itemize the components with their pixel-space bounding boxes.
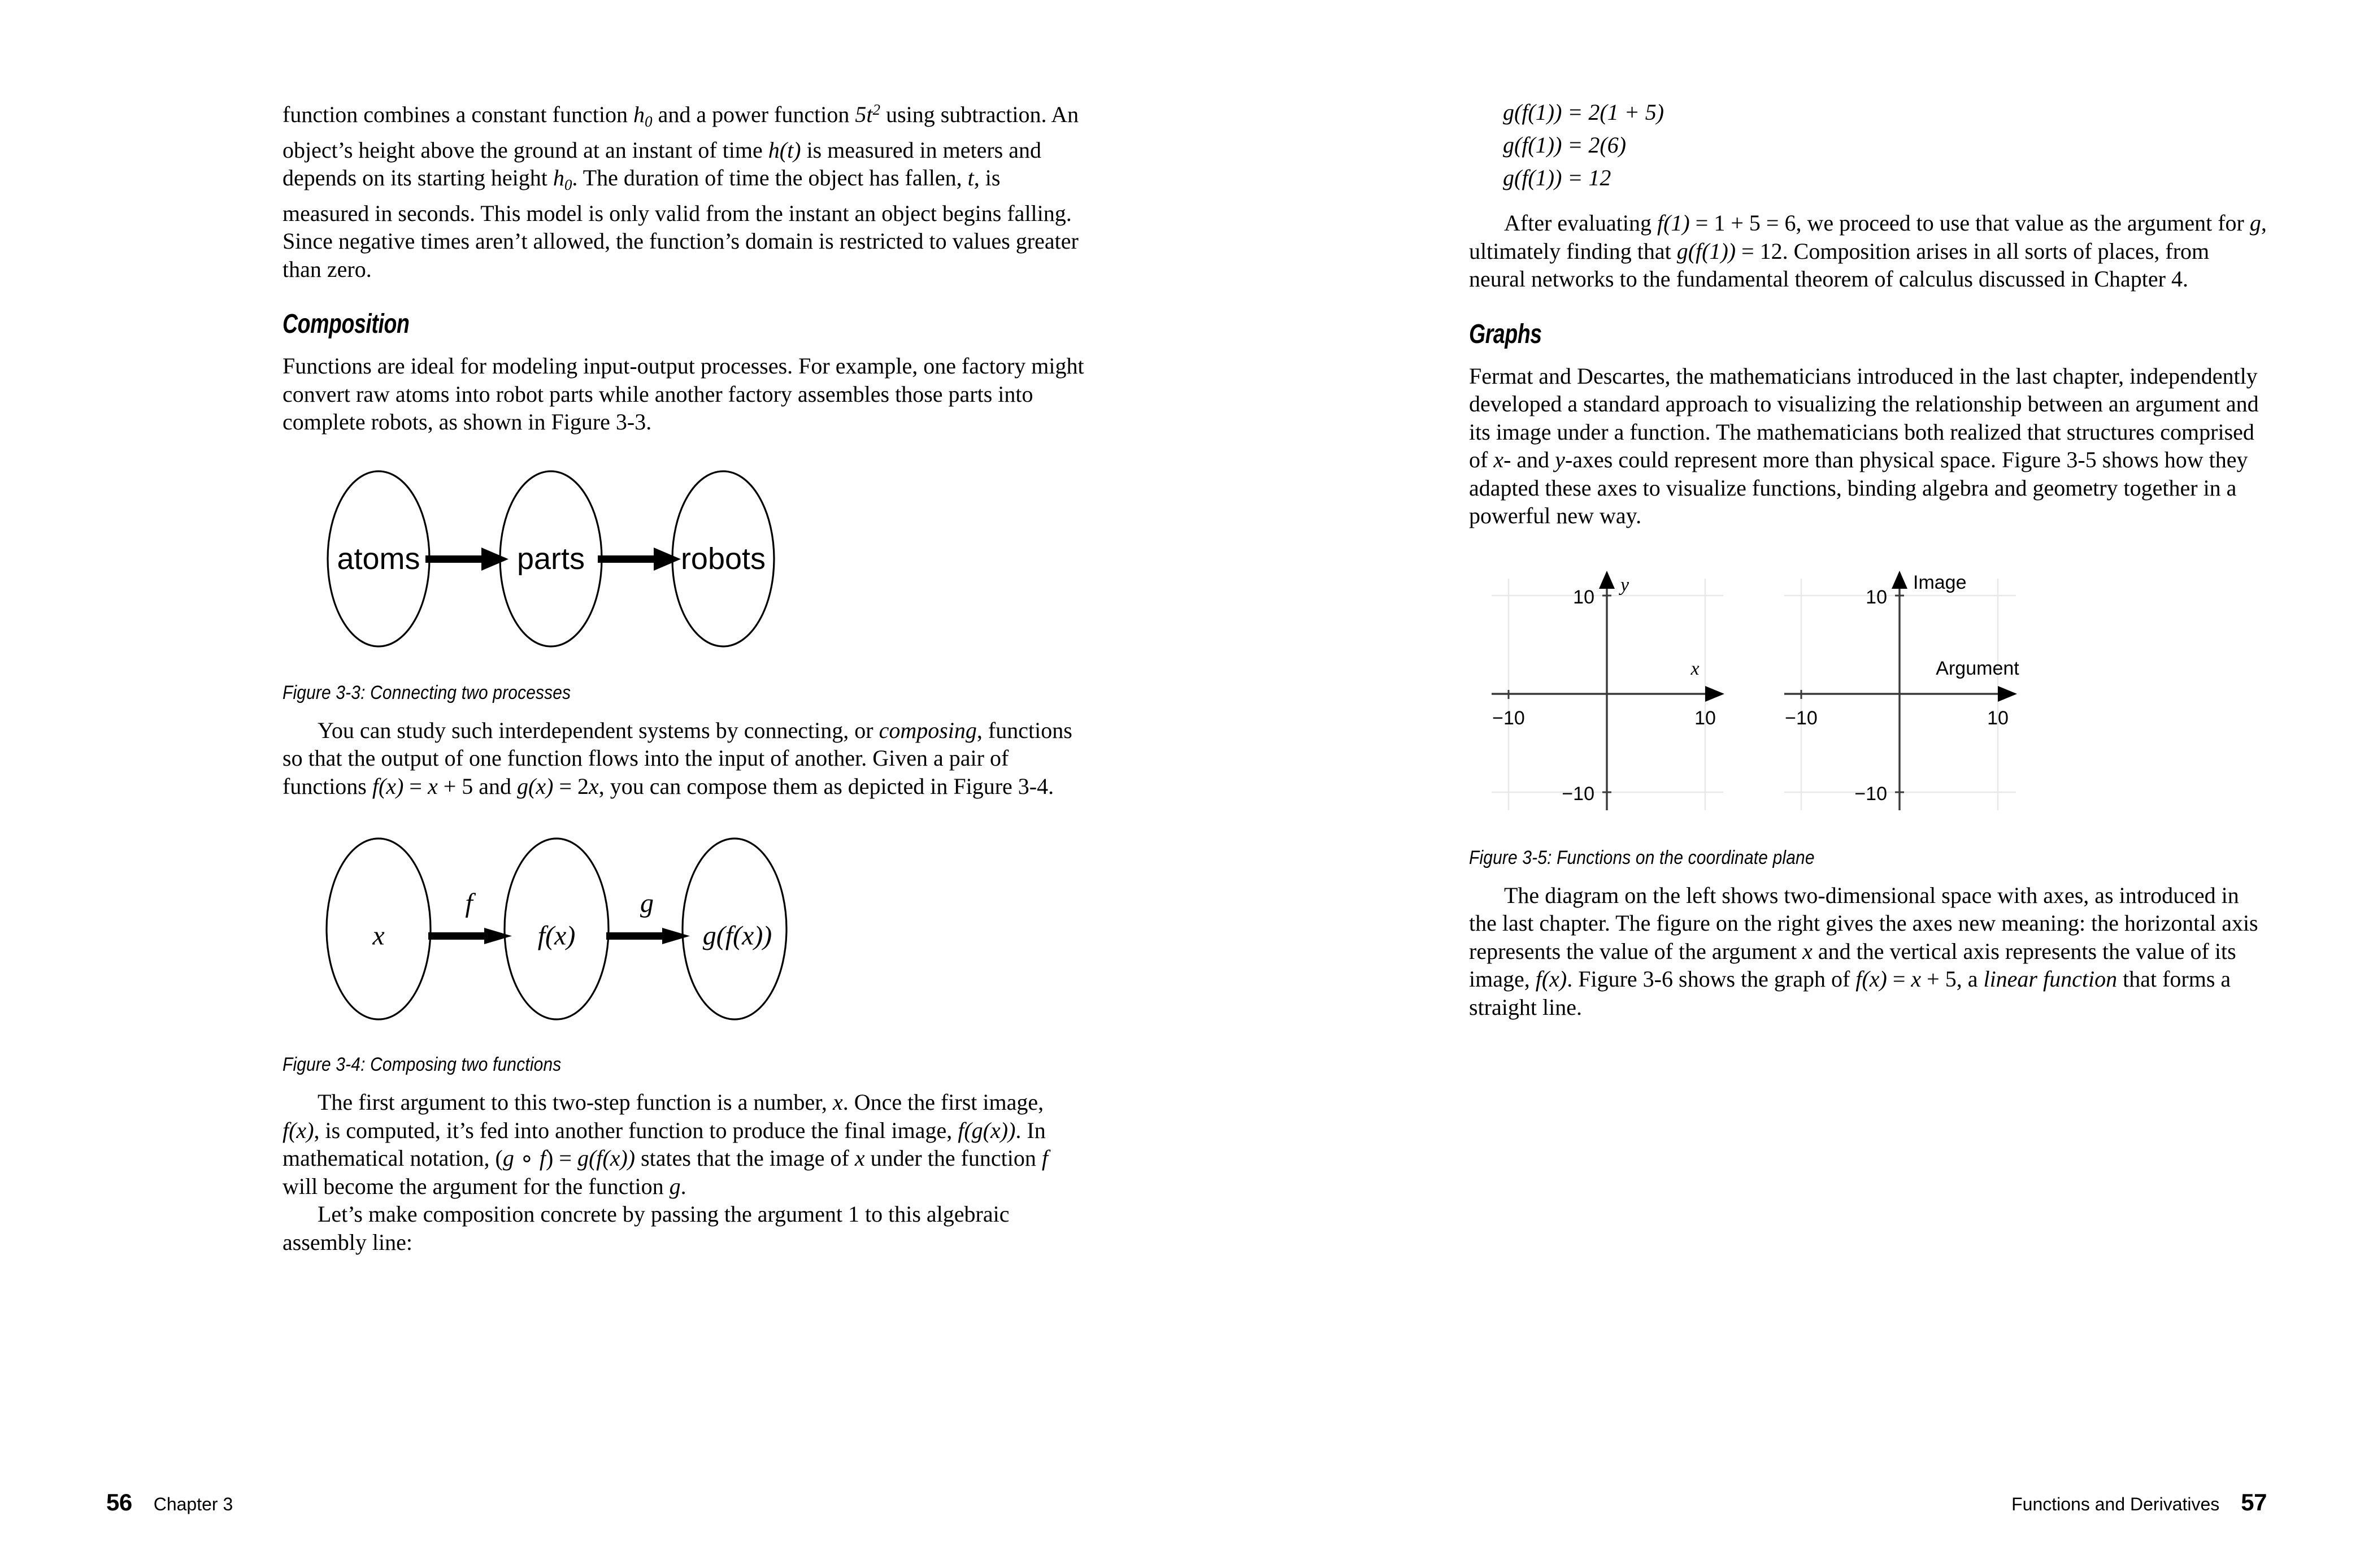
paragraph-intro bbox=[282, 96, 1085, 283]
axis-label-y-left: y bbox=[1620, 574, 1629, 596]
paragraph-concrete: Let’s make composition concrete by passing the argument 1 to this algebraic assembly line: bbox=[282, 1201, 1010, 1255]
linear-function-emphasis: linear function bbox=[1983, 966, 2118, 992]
axis-label-y-right: Image bbox=[1913, 571, 1967, 593]
equation-block bbox=[1469, 96, 2271, 194]
arrowhead-x-right bbox=[1998, 686, 2017, 702]
right-column bbox=[1469, 96, 2271, 1021]
paragraph-after-evaluating: After evaluating f(1) = 1 + 5 = 6, we proceed to use that value as the argument for g, ultimately finding that g(f(1)) = 12. Composition arises in all sorts of places, from neural networks to the fundamental theorem of calculus discussed in Chapter 4. bbox=[1469, 210, 2267, 292]
figure-3-3-svg bbox=[282, 466, 1085, 652]
power-symbol: $5t^2$ bbox=[855, 101, 881, 128]
spacer bbox=[1469, 350, 2271, 362]
intro-text-a: function combines a constant function bbox=[282, 102, 633, 128]
arrowhead-x-left bbox=[1705, 686, 1724, 702]
page-number-left: 56 bbox=[106, 1489, 132, 1515]
paragraph-graphs: Fermat and Descartes, the mathematicians introduced in the last chapter, independently developed a standard approach to visualizing the relationship between an argument and its image under a function. The mathematicians both realized that structures comprised of x- and y-axes could represent more than physical space. Figure 3-5 shows how they adapted these axes to visualize functions, binding algebra and geometry together in a powerful new way. bbox=[1469, 363, 2259, 528]
arrow-fx-to-gfx bbox=[606, 928, 690, 944]
tick-label-x-left-right: −10 bbox=[1785, 707, 1818, 729]
arrow-parts-to-robots bbox=[598, 548, 681, 571]
figure-3-5-svg bbox=[1469, 562, 2271, 827]
caption-figure-3-3: Figure 3-3: Connecting two processes bbox=[282, 681, 571, 703]
figure-3-5 bbox=[1469, 562, 2271, 827]
axis-label-x-right: Argument bbox=[1936, 657, 2019, 679]
composing-emphasis: composing bbox=[879, 717, 977, 743]
axis-label-x-left: x bbox=[1690, 658, 1700, 679]
node-label-parts: parts bbox=[516, 541, 585, 576]
intro-text-b: and a power function bbox=[652, 102, 855, 128]
footer-left bbox=[106, 1489, 233, 1516]
figure-3-3 bbox=[282, 466, 1085, 652]
node-label-atoms: atoms bbox=[337, 541, 420, 576]
node-label-robots: robots bbox=[680, 541, 766, 576]
spacer bbox=[282, 704, 1085, 716]
paragraph-composing: You can study such interdependent systems by connecting, or composing, functions so that the output of one function flows into the input of another. Given a pair of functions f(x) = x + 5 and g(x) = 2x, you can compose them as depicted in Figure 3-4. bbox=[282, 717, 1072, 799]
equation-line-3: g(f(1)) = 12 bbox=[1503, 165, 1611, 190]
spacer bbox=[1469, 194, 2271, 209]
left-column bbox=[282, 96, 1085, 1256]
spacer bbox=[282, 1076, 1085, 1088]
page-left bbox=[0, 0, 1186, 1568]
page-number-right: 57 bbox=[2241, 1489, 2267, 1515]
gx-symbol: g(x) bbox=[517, 773, 554, 799]
figure-3-4 bbox=[282, 833, 1085, 1025]
tick-label-y-bottom-left: −10 bbox=[1562, 783, 1594, 805]
tick-label-x-right-right: 10 bbox=[1987, 707, 2009, 729]
running-head-right: Functions and Derivatives bbox=[2011, 1494, 2220, 1514]
node-label-gfx: g(f(x)) bbox=[702, 920, 772, 951]
spacer bbox=[1469, 827, 2271, 846]
figure-3-4-svg bbox=[282, 833, 1085, 1025]
tick-label-y-top-left: 10 bbox=[1573, 586, 1594, 608]
intro-text-d: is measured in meters and depends on its starting height bbox=[282, 137, 1041, 191]
arrow-label-f: f bbox=[465, 888, 473, 919]
spacer bbox=[1469, 293, 2271, 319]
fx-symbol: f(x) bbox=[372, 773, 404, 799]
paragraph-composition: Functions are ideal for modeling input-output processes. For example, one factory might convert raw atoms into robot parts while another factory assembles those parts into complete robots, as shown in Figure 3-3. bbox=[282, 353, 1084, 435]
t-symbol: t bbox=[967, 165, 974, 191]
tick-label-y-top-right: 10 bbox=[1866, 586, 1887, 608]
arrow-atoms-to-parts bbox=[425, 548, 508, 571]
intro-text-e: . The duration of time the object has fallen, bbox=[572, 165, 968, 191]
spacer bbox=[282, 283, 1085, 309]
heading-graphs: Graphs bbox=[1469, 319, 1542, 349]
running-head-left: Chapter 3 bbox=[153, 1494, 233, 1514]
equation-line-1: g(f(1)) = 2(1 + 5) bbox=[1503, 99, 1664, 125]
paragraph-first-argument: The first argument to this two-step function is a number, x. Once the first image, f(x), is computed, it’s fed into another function to produce the final image, f(g(x)). In mathematical notation, (g ∘ f) = g(f(x)) states that the image of x under the function f will become the argument for the function g. bbox=[282, 1089, 1049, 1199]
tick-label-x-left-left: −10 bbox=[1492, 707, 1525, 729]
equation-line-2: g(f(1)) = 2(6) bbox=[1503, 132, 1627, 158]
heading-composition: Composition bbox=[282, 309, 410, 340]
spacer bbox=[1469, 869, 2271, 881]
intro-text-f: , is measured in seconds. This model is only valid from the instant an object begins falling. Since negative times aren’t allowed, the function’s domain is restricted to values greater than zero. bbox=[282, 165, 1079, 282]
arrow-x-to-fx bbox=[428, 928, 512, 944]
h0-symbol: $h_0$ bbox=[633, 102, 653, 131]
h0-symbol-2: $h_0$ bbox=[553, 165, 572, 194]
tick-label-y-bottom-right: −10 bbox=[1854, 783, 1887, 805]
paragraph-diagram: The diagram on the left shows two-dimensional space with axes, as introduced in the last chapter. The figure on the right gives the axes new meaning: the horizontal axis represents the value of the argument x and the vertical axis represents the value of its image, f(x). Figure 3-6 shows the graph of f(x) = x + 5, a linear function that forms a straight line. bbox=[1469, 882, 2258, 1020]
g-of-f-of-1-symbol: g(f(1)) bbox=[1676, 238, 1736, 264]
footer-right bbox=[2011, 1489, 2267, 1516]
arrow-label-g: g bbox=[640, 888, 654, 919]
node-label-x: x bbox=[372, 920, 385, 951]
h-of-t-symbol: h(t) bbox=[768, 137, 801, 163]
arrowhead-y-left bbox=[1599, 571, 1615, 589]
spacer bbox=[282, 652, 1085, 681]
caption-figure-3-4: Figure 3-4: Composing two functions bbox=[282, 1054, 562, 1076]
plot-right-coordinate-plane bbox=[1784, 571, 2019, 810]
spacer bbox=[282, 340, 1085, 352]
page-right bbox=[1186, 0, 2373, 1568]
f-of-1-symbol: f(1) bbox=[1657, 210, 1690, 236]
tick-label-x-right-left: 10 bbox=[1694, 707, 1716, 729]
node-label-fx: f(x) bbox=[537, 920, 576, 951]
spacer bbox=[282, 1025, 1085, 1053]
plot-left-coordinate-plane bbox=[1492, 571, 1724, 810]
arrowhead-y-right bbox=[1892, 571, 1907, 589]
intro-text-c: using subtraction. An object’s height above the ground at an instant of time bbox=[282, 102, 1079, 163]
caption-figure-3-5: Figure 3-5: Functions on the coordinate plane bbox=[1469, 846, 1815, 868]
